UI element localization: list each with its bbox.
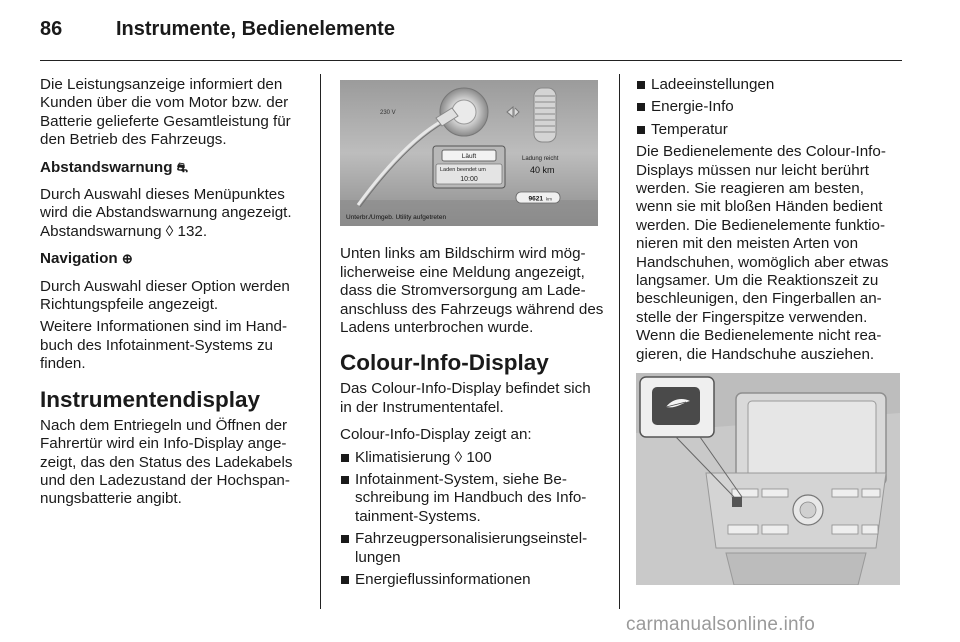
column-1 <box>40 76 306 518</box>
odometer-unit: km <box>546 196 552 202</box>
list-item: Temperatur <box>636 121 902 139</box>
navigation-icon: ⊕ <box>121 251 133 267</box>
display-items-list-continued <box>636 76 902 139</box>
instrumentendisplay-text: Nach dem Entriegeln und Öffnen der Fahrertür wird ein Info-Display angezeigt, das den Status des Ladekabels und den Ladezustand der Hochspannungsbatterie angibt. <box>40 416 293 508</box>
column-divider-2 <box>619 74 620 609</box>
list-item: Klimatisierung ◊ 100 <box>340 449 606 467</box>
list-item: Energie-Info <box>636 98 902 116</box>
navigation-more: Weitere Informationen sind im Handbuch des Infotainment-Systems zu finden. <box>40 318 288 373</box>
center-console-image <box>636 373 900 585</box>
navigation-text: Durch Auswahl dieser Option werden Richtungspfeile angezeigt. <box>40 277 290 314</box>
colour-info-shows: Colour-Info-Display zeigt an: <box>340 426 532 444</box>
watermark: carmanualsonline.info <box>626 614 816 635</box>
voltage-label: 230 V <box>380 110 396 116</box>
interruption-message: Unterbr./Umgeb. Utility aufgetreten <box>346 214 447 221</box>
abstand-title: Abstandswarnung <box>40 158 173 176</box>
section-heading-colour-info-display: Colour-Info-Display <box>340 350 549 376</box>
column-2 <box>340 76 606 594</box>
colour-info-location: Das Colour-Info-Display befindet sich in der Instrumententafel. <box>340 380 591 416</box>
status-button-label: Läuft <box>461 153 477 160</box>
navigation-title: Navigation <box>40 250 118 268</box>
range-label: Ladung reicht <box>522 156 559 162</box>
column-divider-1 <box>320 74 321 609</box>
intro-paragraph: Die Leistungsanzeige informiert den Kunden über die vom Motor bzw. der Batterie gelieferte Gesamtleistung für den Betrieb des Fahrzeugs. <box>40 76 291 149</box>
message-paragraph: Unten links am Bildschirm wird möglicherweise eine Meldung angezeigt, dass die Stromversorgung am Ladeanschluss des Fahrzeugs während des Ladens unterbrochen wurde. <box>340 245 604 337</box>
list-item: Infotainment-System, siehe Beschreibung im Handbuch des Infotainment-Systems. <box>340 471 606 526</box>
page-number: 86 <box>40 18 63 40</box>
charging-display-image <box>340 80 598 226</box>
navigation-heading <box>40 250 306 268</box>
charging-display-figure <box>340 80 606 231</box>
list-item: Fahrzeugpersonalisierungseinstellungen <box>340 530 606 567</box>
column-3 <box>636 76 902 605</box>
display-items-list <box>340 449 606 590</box>
odometer-value: 9621 <box>528 195 543 203</box>
running-title: Instrumente, Bedienelemente <box>116 18 395 40</box>
header-rule <box>40 60 902 61</box>
list-item: Energieflussinformationen <box>340 571 606 589</box>
center-console-figure <box>636 373 902 590</box>
charge-end-label: Laden beendet um <box>440 167 486 173</box>
range-value: 40 km <box>530 165 555 175</box>
abstand-heading <box>40 159 306 177</box>
touch-controls-paragraph: Die Bedienelemente des Colour-Info-Displays müssen nur leicht berührt werden. Sie reagieren am besten, wenn sie mit bloßen Händen bedient werden. Die Bedienelemente funktionieren mit den meisten Arten von Handschuhen, womöglich aber etwas langsamer. Um die Reaktionszeit zu beschleunigen, den Fingerballen anstelle der Fingerspitze verwenden. Wenn die Bedienelemente nicht reagieren, die Handschuhe ausziehen. <box>636 143 889 363</box>
distance-warning-icon: ⛐ <box>176 159 188 175</box>
charge-end-time: 10:00 <box>460 176 478 183</box>
abstand-text: Durch Auswahl dieses Menüpunktes wird die Abstandswarnung angezeigt. Abstandswarnung ◊ 132. <box>40 186 292 240</box>
list-item: Ladeeinstellungen <box>636 76 902 94</box>
section-heading-instrumentendisplay: Instrumentendisplay <box>40 386 261 412</box>
